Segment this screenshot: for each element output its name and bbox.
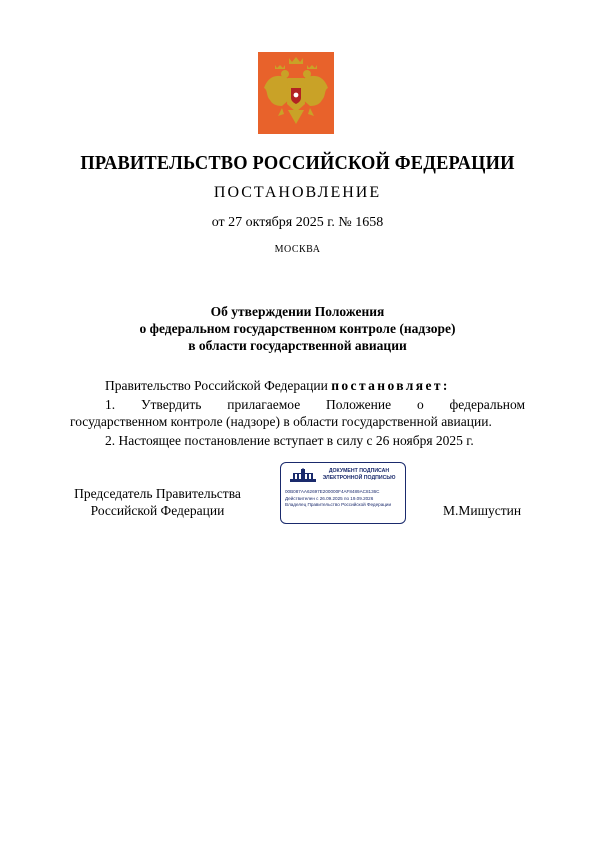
subject-line-2: о федеральном государственном контроле (надзоре) [139, 321, 456, 336]
stamp-owner: Владелец Правительство Российской Федерации [285, 502, 392, 507]
subject-line-1: Об утверждении Положения [210, 304, 385, 319]
document-subject [0, 303, 595, 354]
stamp-heading-line-2: ЭЛЕКТРОННОЙ ПОДПИСЬЮ [322, 474, 396, 481]
stamp-heading-line-1: ДОКУМЕНТ ПОДПИСАН [328, 468, 390, 474]
intro-verb: постановляет: [331, 378, 450, 393]
document-date-number: от 27 октября 2025 г. № 1658 [211, 215, 384, 230]
electronic-signature-stamp [280, 462, 406, 524]
signature-building-icon [290, 468, 316, 482]
stamp-validity: Действителен с 26.09.2025 по 19.09.2026 [285, 496, 374, 501]
coat-of-arms-emblem [258, 52, 334, 134]
signer-position [60, 485, 255, 519]
item-1-line-2: государственном контроле (надзоре) в области государственной авиации. [70, 414, 492, 429]
resolution-intro [70, 377, 525, 394]
document-type: ПОСТАНОВЛЕНИЕ [213, 184, 382, 201]
intro-prefix: Правительство Российской Федерации [105, 378, 328, 393]
government-title: ПРАВИТЕЛЬСТВО РОССИЙСКОЙ ФЕДЕРАЦИИ [80, 152, 515, 174]
stamp-heading [315, 468, 403, 481]
signer-name: М.Мишустин [443, 503, 522, 518]
subject-line-3: в области государственной авиации [188, 338, 407, 353]
resolution-item-2: 2. Настоящее постановление вступает в силу с 26 ноября 2025 г. [105, 433, 474, 448]
signer-position-line-1: Председатель Правительства [74, 486, 241, 501]
signer-position-line-2: Российской Федерации [90, 503, 225, 518]
document-city: МОСКВА [274, 244, 321, 255]
stamp-certificate-number: 00B087AA62697E200000F4AF8489AC8136C [285, 489, 380, 494]
resolution-item-1 [70, 396, 525, 413]
item-1-line-1: 1. Утвердить прилагаемое Положение о федеральном [105, 397, 525, 412]
